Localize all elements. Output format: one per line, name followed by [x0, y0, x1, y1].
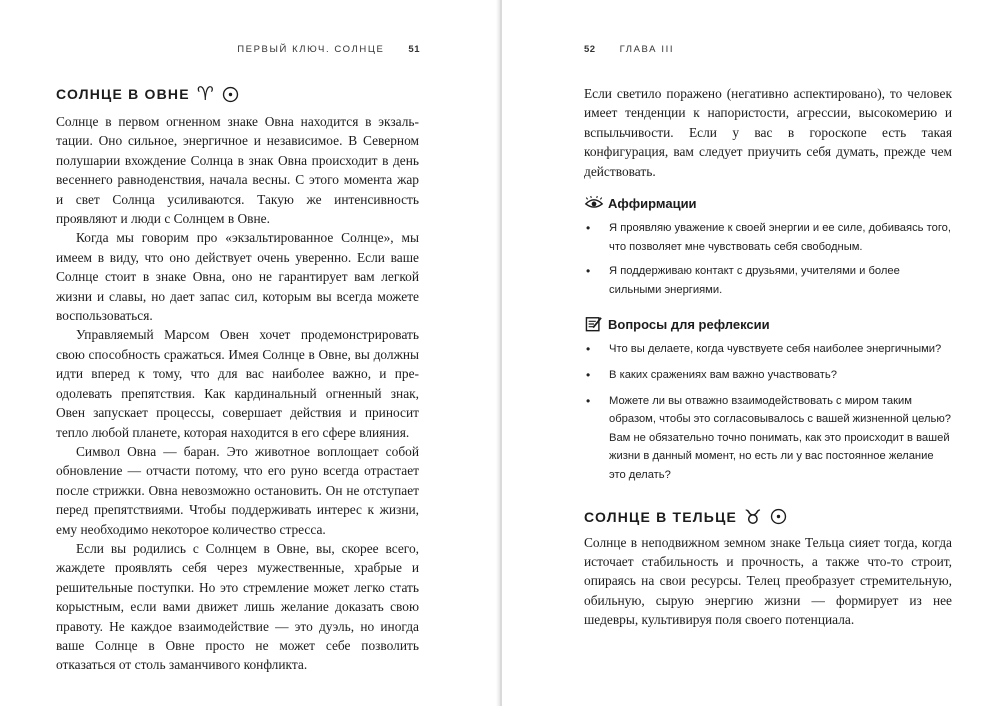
- list-item: [584, 392, 952, 485]
- list-item: [584, 366, 952, 385]
- paragraph: Когда мы говорим про «экзальтированное Солнце», мы имеем в виду, что оно действует очень уверенно. Если ваше Солнце стоит в знаке Овна, оно не гарантирует вам легкой жизни и славы, но дает запас сил, которым вы всегда можете воспользоваться.: [56, 230, 419, 324]
- list-item: [584, 219, 952, 256]
- section-title: СОЛНЦЕ В ОВНЕ: [56, 86, 190, 102]
- bullet: •: [586, 393, 591, 408]
- page-number: 51: [408, 44, 420, 55]
- reflection-list: [584, 340, 952, 484]
- left-page-content: [56, 80, 419, 675]
- affirmations-list: [584, 219, 952, 299]
- affirmations-title: Аффирмации: [608, 195, 697, 211]
- paragraph: Если вы родились с Солнцем в Овне, вы, скорее всего, жаждете проявлять себя через мужественные, храбрые и решительные поступки. Но это стремление может легко стать корыстным, если вами движет лишь желание доказать свою правоту. Не каждое взаимодействие — это дуэль, но иногда ваше Солнце в Овне просто не может себе позволить отказаться от столь заманчивого конфликта.: [56, 540, 419, 673]
- bullet: •: [586, 264, 591, 279]
- list-item-text: Я проявляю уважение к своей энергии и ее силе, добиваясь того, что позволяет мне чувствовать себя свободным.: [609, 222, 951, 253]
- reflection-heading: [584, 316, 952, 332]
- list-item-text: В каких сражениях вам важно участвовать?: [609, 369, 837, 381]
- right-page: [502, 0, 1002, 706]
- page-number: 52: [584, 44, 596, 55]
- paragraph: Управляемый Марсом Овен хочет продемонстрировать свою способность сражаться. Имея Солнце в Овне, вы должны идти вперед к тому, что для вас наиболее важно, и преодолевать препятствия. Как кардинальный огненный знак, Овен запускает процессы, совершает действия и приносит тепло любой планете, которая находится в его сфере влияния.: [56, 327, 419, 440]
- body-text: [56, 112, 419, 675]
- list-item-text: Я поддерживаю контакт с друзьями, учителями и более сильными энергиями.: [609, 265, 900, 296]
- section-title: СОЛНЦЕ В ТЕЛЬЦЕ: [584, 508, 738, 525]
- paragraph: Символ Овна — баран. Это животное воплощает собой обновление — отчасти потому, что его руно всегда отрастает после стрижки. Овна невозможно остановить. Он не отступает перед препятствиями. Чтобы поддерживать интерес к жизни, ему необходимо некоторое количество стресса.: [56, 443, 419, 537]
- running-head-right: [584, 44, 674, 55]
- left-page: [0, 0, 500, 706]
- sun-icon: [770, 508, 787, 525]
- bullet: •: [586, 221, 591, 236]
- section-heading-aries: [56, 80, 419, 108]
- running-head-title: ПЕРВЫЙ КЛЮЧ. СОЛНЦЕ: [237, 44, 385, 55]
- list-item-text: Что вы делаете, когда чувствуете себя наиболее энергичными?: [609, 343, 942, 356]
- paragraph: Если светило поражено (негативно аспектировано), то человек имеет тенденции к напористости, агрессии, высокомерию и вспыльчивости. Если у вас в гороскопе есть такая конфигурация, вам следует приучить себя думать, прежде чем действовать.: [584, 86, 952, 179]
- paragraph: Солнце в неподвижном земном знаке Тельца сияет тогда, когда источает стабильность и прочность, а также что-то строит, опираясь на свои ресурсы. Телец преобразует стремительную, обильную, сырую энергию жизни — формирует из нее шедевры, культивируя поля своего потенциала.: [584, 534, 952, 628]
- bullet: •: [586, 368, 591, 382]
- section-heading-taurus: [584, 503, 952, 531]
- body-text: [584, 533, 952, 630]
- body-text: [584, 84, 952, 181]
- affirmations-heading: [584, 195, 952, 211]
- list-item: [584, 262, 952, 299]
- running-head-title: ГЛАВА III: [619, 44, 675, 55]
- paragraph: Солнце в первом огненном знаке Овна находится в экзальтации. Оно сильное, энергичное и независимое. В Северном полушарии вхождение Солнца в знак Овна происходит в день весеннего равноденствия, начала весны. С этого момента жар и свет Солнца усиливаются. Такую же интенсивность проявляют и люди с Солнцем в Овне.: [56, 114, 419, 227]
- running-head-left: [237, 44, 420, 55]
- bullet: •: [586, 342, 591, 357]
- list-item: [584, 340, 952, 359]
- eye-icon: [584, 195, 604, 211]
- sun-icon: [222, 86, 239, 103]
- taurus-icon: ♉: [744, 504, 764, 529]
- aries-icon: ♈: [196, 82, 215, 105]
- reflection-title: Вопросы для рефлексии: [608, 316, 770, 332]
- right-page-content: [584, 84, 952, 630]
- list-item-text: Можете ли вы отважно взаимодействовать с миром таким образом, чтобы это согласовывалось с вашей жизненной целью? Вам не обязательно точно понимать, как это происходит в вашей жизни в данный момент, но есть ли у вас постоянное желание это делать?: [609, 394, 951, 481]
- notepad-icon: [584, 316, 604, 332]
